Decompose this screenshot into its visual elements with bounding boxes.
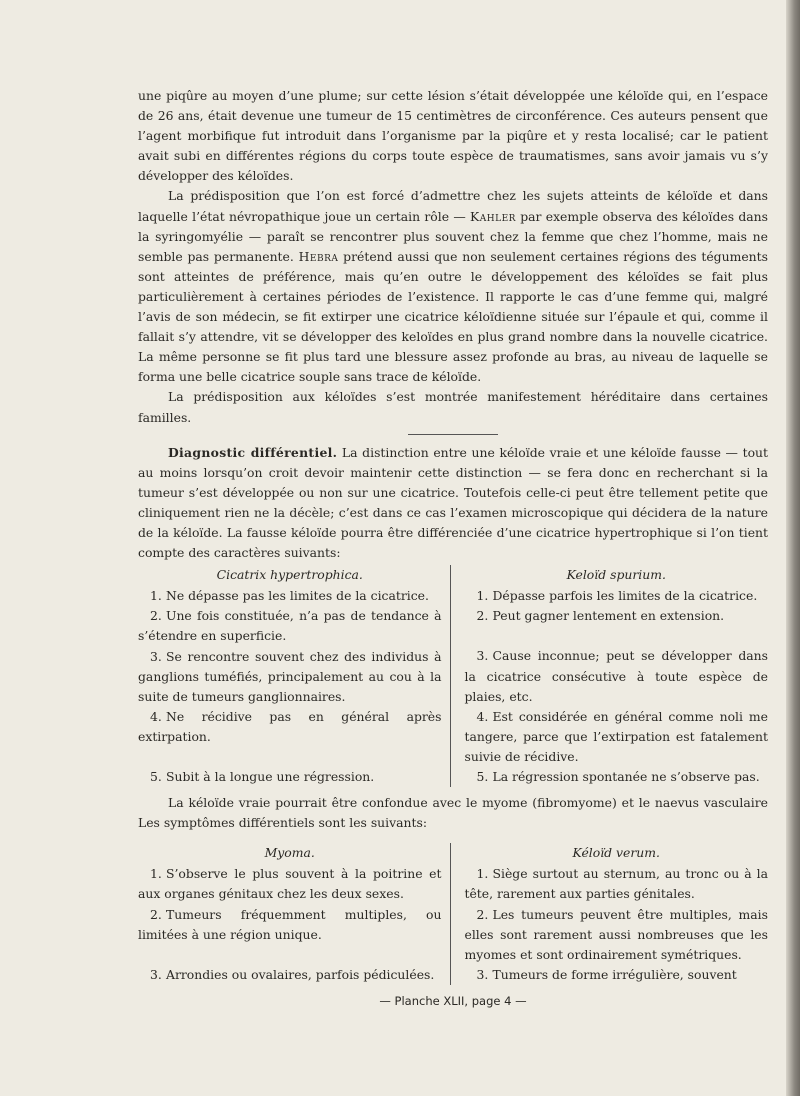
confusion-paragraph: La kéloïde vraie pourrait être confondue avec le myome (fibromyome) et le naevus vasculaire Les symptômes différentiels sont les suivants: xyxy=(138,795,768,831)
document-page xyxy=(138,86,768,1011)
comparison-table-1 xyxy=(138,565,768,787)
section-heading: Diagnostic différentiel. xyxy=(168,444,338,460)
list-item: 3. Cause inconnue; peut se développer dans la cicatrice consécutive à toute espèce de plaies, etc. xyxy=(464,648,768,704)
predisposition-text-3: prétend aussi que non seulement certaines régions des téguments sont atteintes de préférence, mais qu’en outre le développement des kéloïdes se fait plus particulièrement à certaines périodes de l’existence. Il rapporte le cas d’une femme qui, malgré l’avis de son médecin, se fit extirper une cicatrice kéloïdienne située sur l’épaule et qui, comme il fallait s’y attendre, vit se développer des keloïdes en plus grand nombre dans la nouvelle cicatrice. La même personne se fit plus tard une blessure assez profonde au bras, au niveau de laquelle se forma une belle cicatrice souple sans trace de kéloïde. xyxy=(138,248,768,385)
column-heading: Keloïd spurium. xyxy=(566,567,666,583)
author-name-kahler: Kahler xyxy=(470,208,516,224)
list-item: 3. Se rencontre souvent chez des individus à ganglions tuméfiés, principalement au cou à la suite de tumeurs ganglionnaires. xyxy=(138,648,442,704)
list-item: 1. Ne dépasse pas les limites de la cicatrice. xyxy=(150,588,429,604)
list-item: 4. Ne récidive pas en général après extirpation. xyxy=(138,708,442,744)
list-item: 1. Dépasse parfois les limites de la cicatrice. xyxy=(476,588,758,604)
predisposition-text-2: par exemple observa des kéloïdes dans la syringomyélie — paraît se rencontrer plus souvent chez la femme que chez l’homme, mais ne semble pas permanente. xyxy=(138,208,769,264)
list-item: 2. Peut gagner lentement en extension. xyxy=(476,608,725,624)
list-item: 3. Tumeurs de forme irrégulière, souvent xyxy=(476,966,737,982)
list-item: 2. Tumeurs fréquemment multiples, ou limitées à une région unique. xyxy=(138,906,442,942)
column-keloid-spurium xyxy=(451,565,769,787)
heredity-paragraph: La prédisposition aux kéloïdes s’est montrée manifestement héréditaire dans certaines familles. xyxy=(138,389,768,425)
comparison-table-2 xyxy=(138,843,768,985)
column-heading: Myoma. xyxy=(264,845,315,861)
diagnostic-paragraph xyxy=(138,443,768,564)
list-item: 5. Subit à la longue une régression. xyxy=(150,769,375,784)
page-footer: — Planche XLII, page 4 — xyxy=(379,993,527,1008)
list-item: 1. S’observe le plus souvent à la poitrine et aux organes génitaux chez les deux sexes. xyxy=(138,866,442,902)
list-item: 4. Est considérée en général comme noli me tangere, parce que l’extirpation est fatalement suivie de récidive. xyxy=(464,708,768,764)
column-keloid-verum xyxy=(451,843,769,985)
list-item: 5. La régression spontanée ne s’observe pas. xyxy=(476,769,760,784)
column-myoma xyxy=(138,843,451,985)
page-edge-shadow xyxy=(786,0,800,1096)
list-item: 2. Les tumeurs peuvent être multiples, mais elles sont rarement aussi nombreuses que les myomes et sont ordinairement symétriques. xyxy=(464,906,768,962)
diagnostic-text: La distinction entre une kéloïde vraie et une kéloïde fausse — tout au moins lorsqu’on croit devoir maintenir cette distinction — se fera donc en recherchant si la tumeur s’est développée ou non sur une cicatrice. Toutefois celle-ci peut être tellement petite que cliniquement rien ne la décèle; c’est dans ce cas l’examen microscopique qui décidera de la nature de la kéloïde. La fausse kéloïde pourra être différenciée d’une cicatrice hypertrophique si l’on tient compte des caractères suivants: xyxy=(138,444,768,561)
column-heading: Cicatrix hypertrophica. xyxy=(216,567,363,583)
predisposition-paragraph xyxy=(138,186,768,387)
column-cicatrix xyxy=(138,565,451,787)
list-item: 3. Arrondies ou ovalaires, parfois pédiculées. xyxy=(150,966,435,982)
section-divider xyxy=(408,434,498,435)
author-name-hebra: Hebra xyxy=(298,248,339,264)
intro-paragraph: une piqûre au moyen d’une plume; sur cette lésion s’était développée une kéloïde qui, en l’espace de 26 ans, était devenue une tumeur de 15 centimètres de circonférence. Ces auteurs pensent que l’agent morbifique fut introduit dans l’organisme par la piqûre et y resta localisé; car le patient avait subi en différentes régions du corps toute espèce de traumatismes, sans avoir jamais vu s’y développer des kéloïdes. xyxy=(138,88,768,184)
column-heading: Kéloïd verum. xyxy=(572,845,660,861)
predisposition-text-1: La prédisposition que l’on est forcé d’admettre chez les sujets atteints de kéloïde et dans laquelle l’état névropathique joue un certain rôle — xyxy=(138,188,768,224)
list-item: 1. Siège surtout au sternum, au tronc ou à la tête, rarement aux parties génitales. xyxy=(464,866,768,902)
list-item: 2. Une fois constituée, n’a pas de tendance à s’étendre en superficie. xyxy=(138,608,442,644)
